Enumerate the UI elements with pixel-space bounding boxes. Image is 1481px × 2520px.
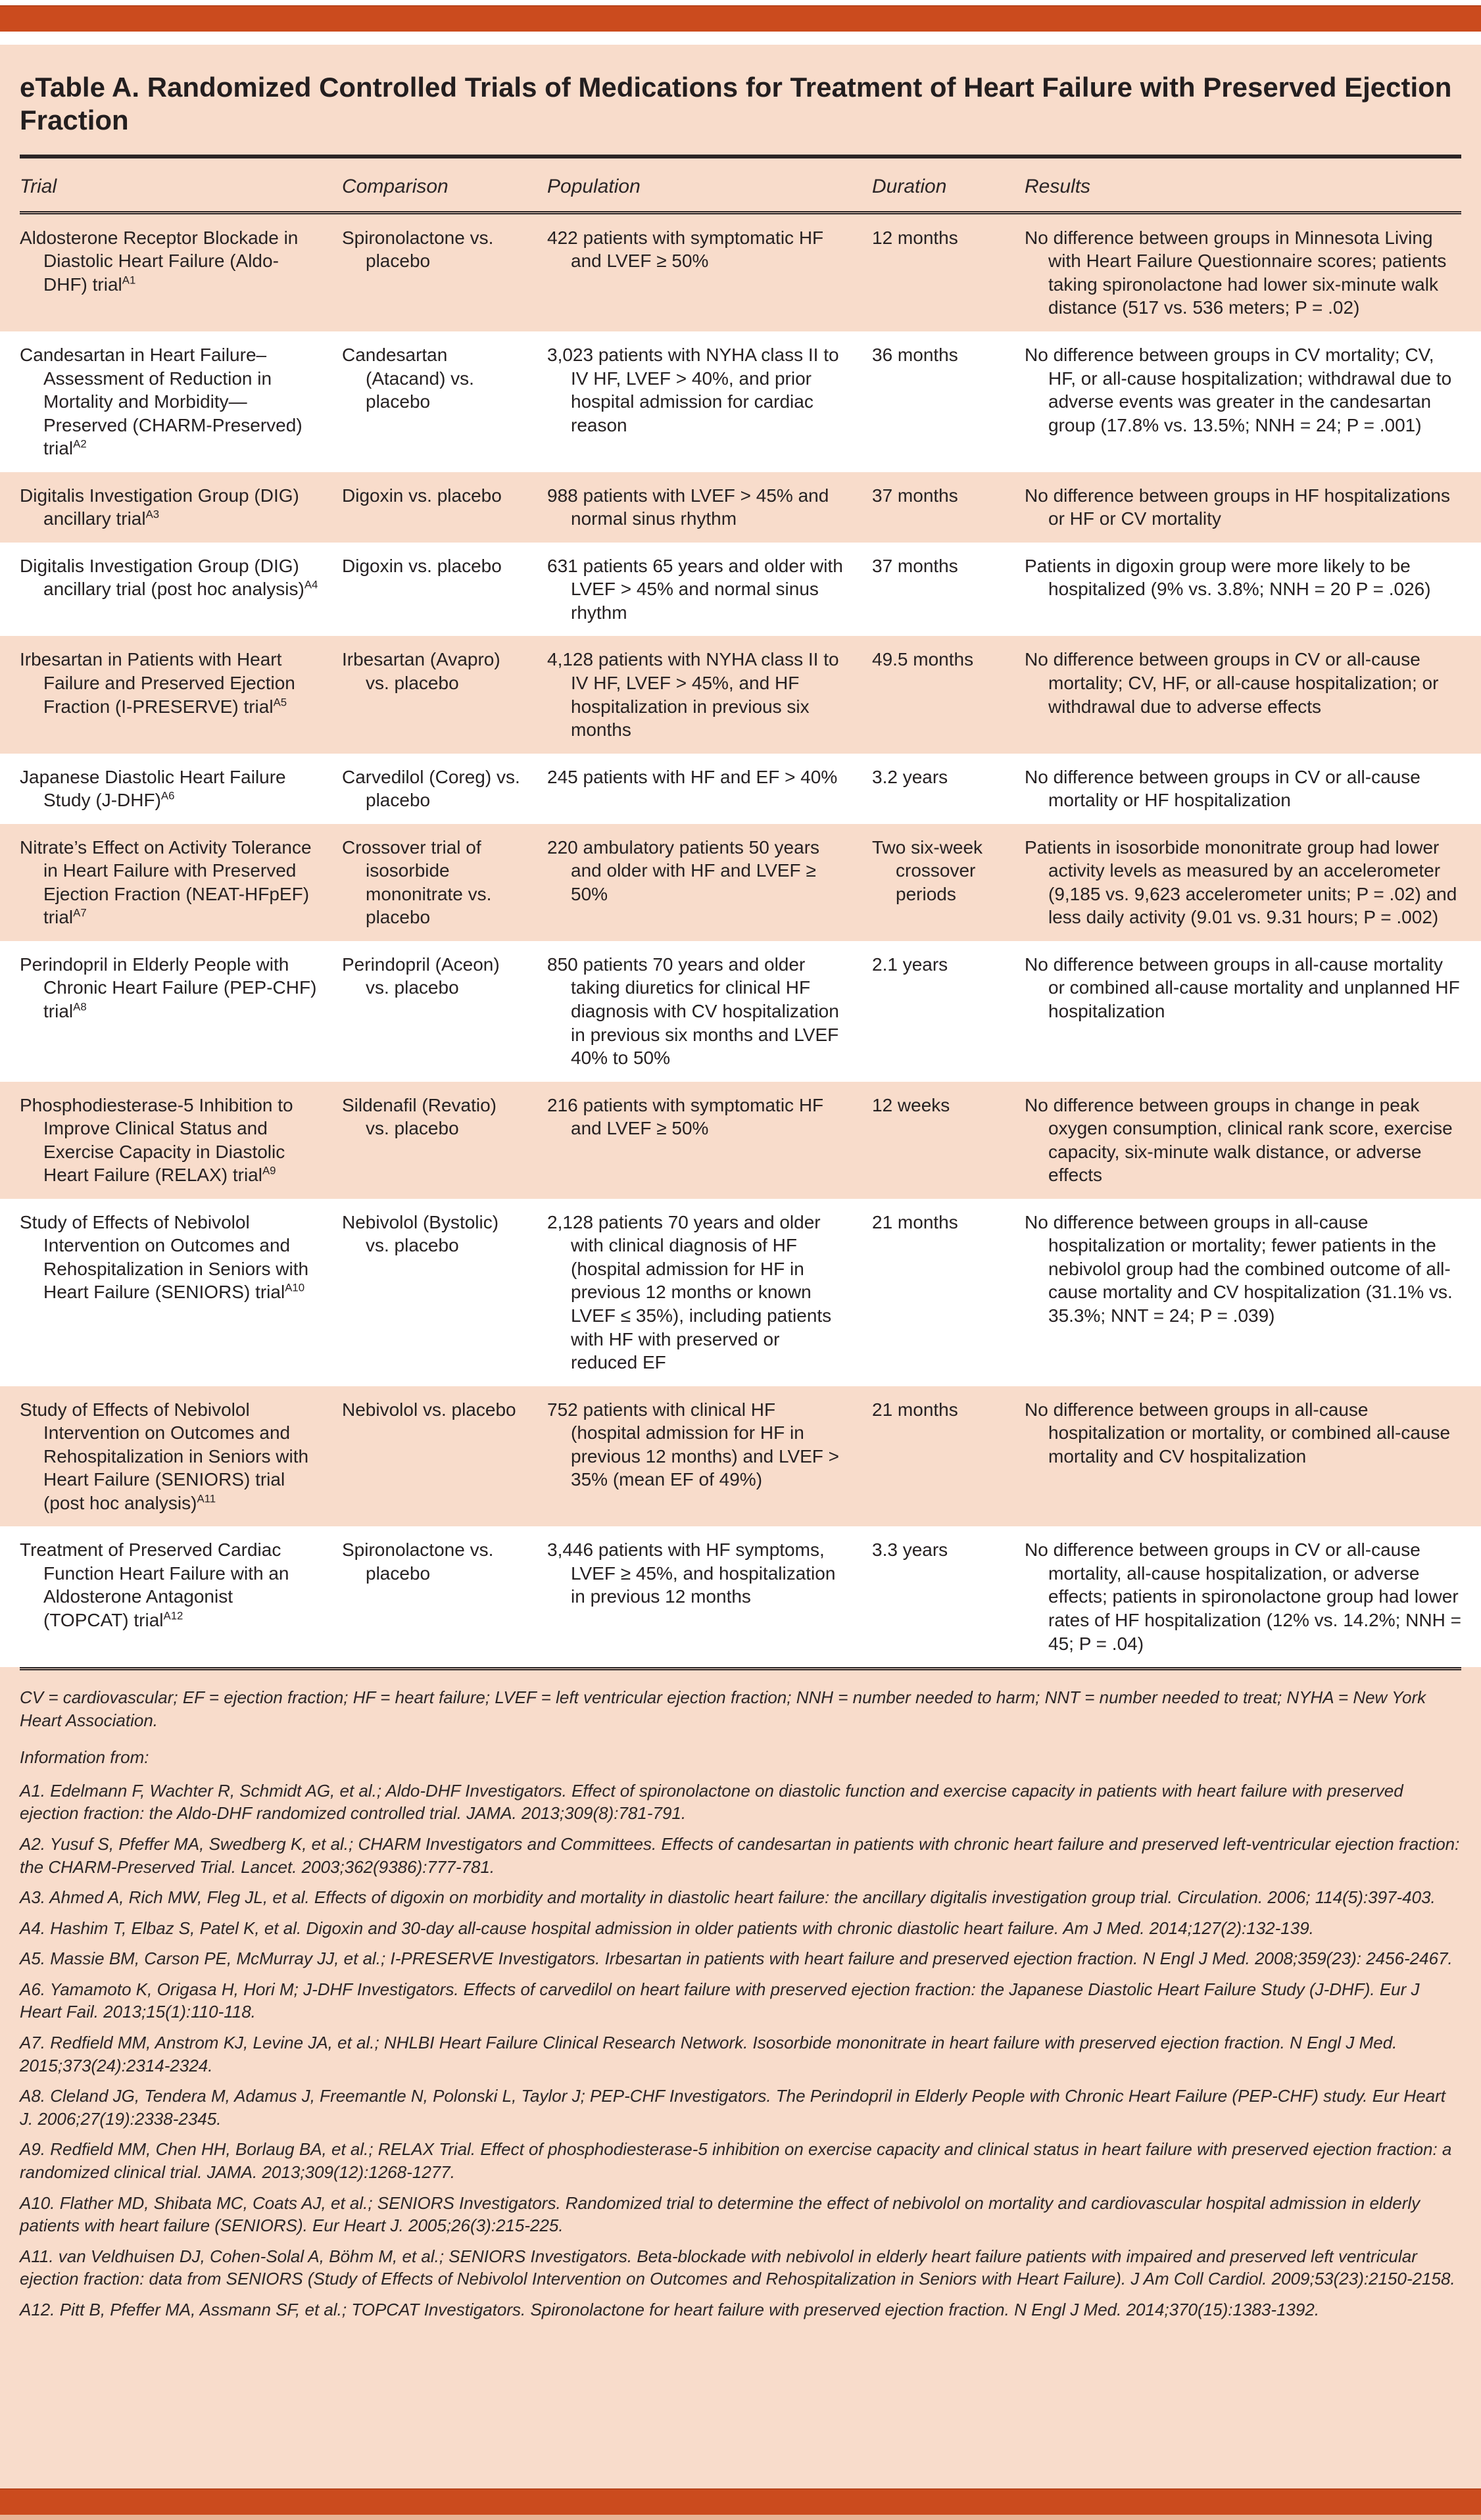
duration-text: 21 months: [872, 1399, 958, 1420]
cell-comparison: [342, 941, 547, 1082]
cell-population: [547, 1199, 872, 1386]
trial-text: Digitalis Investigation Group (DIG) ancillary trial (post hoc analysis)$^{A4}$: [20, 555, 318, 600]
reference-list: [20, 1780, 1461, 2321]
cell-trial: [0, 1199, 342, 1386]
table-row: [0, 214, 1481, 331]
cell-population: [547, 636, 872, 753]
cell-comparison: [342, 1386, 547, 1527]
comparison-text: Spironolactone vs. placebo: [342, 1539, 494, 1584]
cell-comparison: [342, 824, 547, 941]
trial-text: Perindopril in Elderly People with Chronic Heart Failure (PEP-CHF) trial$^{A8}$: [20, 954, 317, 1021]
cell-duration: [872, 754, 1025, 824]
document-page: [0, 45, 1481, 2488]
population-text: 631 patients 65 years and older with LVEF > 45% and normal sinus rhythm: [547, 555, 843, 623]
table-body: [0, 214, 1481, 1667]
comparison-text: Carvedilol (Coreg) vs. placebo: [342, 766, 520, 811]
cell-results: [1025, 214, 1481, 331]
cell-results: [1025, 636, 1481, 753]
column-header-comparison: Comparison: [342, 175, 449, 197]
cell-trial: [0, 824, 342, 941]
results-text: Patients in digoxin group were more likely to be hospitalized (9% vs. 3.8%; NNH = 20 P = .026): [1025, 555, 1431, 600]
results-text: No difference between groups in all-cause hospitalization or mortality, or combined all-cause mortality and CV hospitalization: [1025, 1399, 1451, 1466]
cell-duration: [872, 331, 1025, 472]
reference-item: A3. Ahmed A, Rich MW, Fleg JL, et al. Effects of digoxin on morbidity and mortality in diastolic heart failure: the ancillary digitalis investigation group trial. Circulation. 2006; 114(5):397-403.: [20, 1887, 1436, 1908]
reference-superscript: A12: [163, 1609, 183, 1622]
cell-duration: [872, 543, 1025, 637]
reference-item: A9. Redfield MM, Chen HH, Borlaug BA, et al.; RELAX Trial. Effect of phosphodiesterase-5 inhibition on exercise capacity and clinical status in heart failure with preserved ejection fraction: a randomized clinical trial. JAMA. 2013;309(12):1268-1277.: [20, 2139, 1452, 2182]
reference-superscript: A2: [73, 437, 87, 450]
comparison-text: Nebivolol (Bystolic) vs. placebo: [342, 1211, 499, 1256]
cell-trial: [0, 636, 342, 753]
reference-superscript: A6: [160, 789, 175, 802]
trial-text: Candesartan in Heart Failure–Assessment of Reduction in Mortality and Morbidity—Preserved (CHARM-Preserved) trial$^{A2}$: [20, 344, 303, 459]
table-header-row: [0, 158, 1481, 211]
duration-text: 12 months: [872, 227, 958, 248]
cell-population: [547, 543, 872, 637]
population-text: 3,023 patients with NYHA class II to IV HF, LVEF > 40%, and prior hospital admission for cardiac reason: [547, 344, 839, 435]
trial-text: Treatment of Preserved Cardiac Function Heart Failure with an Aldosterone Antagonist (TOPCAT) trial$^{A12}$: [20, 1539, 289, 1631]
cell-population: [547, 1526, 872, 1667]
table-row: [0, 941, 1481, 1082]
results-text: No difference between groups in change in peak oxygen consumption, clinical rank score, exercise capacity, six-minute walk distance, or adverse effects: [1025, 1094, 1453, 1186]
comparison-text: Digoxin vs. placebo: [342, 555, 502, 576]
reference-item: A8. Cleland JG, Tendera M, Adamus J, Freemantle N, Polonski L, Taylor J; PEP-CHF Investigators. The Perindopril in Elderly People with Chronic Heart Failure (PEP-CHF) study. Eur Heart J. 2006;27(19):2338-2345.: [20, 2086, 1446, 2129]
comparison-text: Perindopril (Aceon) vs. placebo: [342, 954, 500, 998]
cell-results: [1025, 1199, 1481, 1386]
cell-trial: [0, 331, 342, 472]
results-text: No difference between groups in all-cause hospitalization or mortality; fewer patients in the nebivolol group had the combined outcome of all-cause mortality and CV hospitalization (31.1% vs. 35.3%; NNT = 24; P = .039): [1025, 1211, 1453, 1326]
cell-population: [547, 1386, 872, 1527]
table-row: [0, 754, 1481, 824]
trials-table: [0, 214, 1481, 1667]
population-text: 245 patients with HF and EF > 40%: [547, 766, 838, 787]
comparison-text: Spironolactone vs. placebo: [342, 227, 494, 272]
cell-population: [547, 472, 872, 543]
cell-trial: [0, 941, 342, 1082]
cell-trial: [0, 1386, 342, 1527]
cell-results: [1025, 472, 1481, 543]
results-text: No difference between groups in HF hospitalizations or HF or CV mortality: [1025, 485, 1450, 529]
cell-duration: [872, 1386, 1025, 1527]
cell-results: [1025, 824, 1481, 941]
trial-text: Digitalis Investigation Group (DIG) ancillary trial$^{A3}$: [20, 485, 299, 529]
results-text: Patients in isosorbide mononitrate group had lower activity levels as measured by an accelerometer (9,185 vs. 9,623 accelerometer units; P = .02) and less daily activity (9.01 vs. 9.31 hours; P = .002): [1025, 836, 1457, 928]
cell-trial: [0, 472, 342, 543]
column-header-population: Population: [547, 175, 641, 197]
comparison-text: Candesartan (Atacand) vs. placebo: [342, 344, 474, 412]
reference-superscript: A11: [197, 1492, 216, 1505]
cell-trial: [0, 1526, 342, 1667]
cell-population: [547, 754, 872, 824]
duration-text: 37 months: [872, 555, 958, 576]
cell-population: [547, 331, 872, 472]
population-text: 752 patients with clinical HF (hospital admission for HF in previous 12 months) and LVEF > 35% (mean EF of 49%): [547, 1399, 840, 1490]
cell-results: [1025, 1386, 1481, 1527]
reference-superscript: A10: [285, 1282, 305, 1295]
cell-trial: [0, 214, 342, 331]
population-text: 220 ambulatory patients 50 years and older with HF and LVEF ≥ 50%: [547, 836, 820, 904]
duration-text: 36 months: [872, 344, 958, 365]
duration-text: 49.5 months: [872, 649, 974, 670]
cell-trial: [0, 754, 342, 824]
bottom-strip: [0, 2515, 1481, 2520]
cell-population: [547, 824, 872, 941]
cell-comparison: [342, 331, 547, 472]
results-text: No difference between groups in all-cause mortality or combined all-cause mortality and unplanned HF hospitalization: [1025, 954, 1460, 1021]
population-text: 2,128 patients 70 years and older with clinical diagnosis of HF (hospital admission for HF in previous 12 months or known LVEF ≤ 35%), including patients with HF with preserved or reduced EF: [547, 1211, 832, 1373]
cell-results: [1025, 1082, 1481, 1199]
results-text: No difference between groups in CV or all-cause mortality, all-cause hospitalization, or adverse effects; patients in spironolactone group had lower rates of HF hospitalization (12% vs. 14.2%; NNH = 45; P = .04): [1025, 1539, 1461, 1654]
cell-trial: [0, 1082, 342, 1199]
cell-comparison: [342, 472, 547, 543]
trial-text: Study of Effects of Nebivolol Intervention on Outcomes and Rehospitalization in Seniors with Heart Failure (SENIORS) trial (post hoc analysis)$^{A11}$: [20, 1399, 309, 1513]
results-text: No difference between groups in CV mortality; CV, HF, or all-cause hospitalization; withdrawal due to adverse events was greater in the candesartan group (17.8% vs. 13.5%; NNH = 24; P = .001): [1025, 344, 1452, 435]
cell-comparison: [342, 1199, 547, 1386]
table-row: [0, 472, 1481, 543]
cell-trial: [0, 543, 342, 637]
population-text: 850 patients 70 years and older taking diuretics for clinical HF diagnosis with CV hospitalization in previous six months and LVEF 40% to 50%: [547, 954, 839, 1069]
table-row: [0, 543, 1481, 637]
column-header-results: Results: [1025, 175, 1091, 197]
reference-item: A6. Yamamoto K, Origasa H, Hori M; J-DHF Investigators. Effects of carvedilol on heart failure with preserved ejection fraction: the Japanese Diastolic Heart Failure Study (J-DHF). Eur J Heart Fail. 2013;15(1):110-118.: [20, 1979, 1420, 2022]
cell-duration: [872, 941, 1025, 1082]
duration-text: Two six-week crossover periods: [872, 836, 983, 904]
top-white-strip: [0, 0, 1481, 5]
trial-text: Study of Effects of Nebivolol Intervention on Outcomes and Rehospitalization in Seniors with Heart Failure (SENIORS) trial$^{A10}$: [20, 1211, 309, 1303]
cell-duration: [872, 1082, 1025, 1199]
cell-comparison: [342, 1526, 547, 1667]
header-white-gap: [0, 32, 1481, 45]
cell-population: [547, 941, 872, 1082]
reference-superscript: A7: [73, 907, 87, 920]
cell-results: [1025, 941, 1481, 1082]
cell-duration: [872, 824, 1025, 941]
trial-text: Japanese Diastolic Heart Failure Study $(J-DHF)^{A6}$: [20, 766, 286, 811]
bottom-accent-bar: [0, 2488, 1481, 2515]
population-text: 422 patients with symptomatic HF and LVEF ≥ 50%: [547, 227, 824, 272]
cell-population: [547, 214, 872, 331]
reference-superscript: A4: [304, 579, 318, 592]
trial-text: Nitrate’s Effect on Activity Tolerance in Heart Failure with Preserved Ejection Fraction (NEAT-HFpEF) trial$^{A7}$: [20, 836, 312, 928]
comparison-text: Digoxin vs. placebo: [342, 485, 502, 506]
column-header-duration: Duration: [872, 175, 947, 197]
cell-comparison: [342, 214, 547, 331]
cell-duration: [872, 636, 1025, 753]
duration-text: 2.1 years: [872, 954, 948, 975]
cell-results: [1025, 331, 1481, 472]
duration-text: 12 weeks: [872, 1094, 950, 1115]
results-text: No difference between groups in Minnesota Living with Heart Failure Questionnaire scores; patients taking spironolactone had lower six-minute walk distance (517 vs. 536 meters; P = .02): [1025, 227, 1447, 318]
population-text: 4,128 patients with NYHA class II to IV HF, LVEF > 45%, and HF hospitalization in previous six months: [547, 649, 839, 740]
reference-superscript: A9: [262, 1164, 276, 1177]
comparison-text: Sildenafil (Revatio) vs. placebo: [342, 1094, 497, 1139]
comparison-text: Crossover trial of isosorbide mononitrate vs. placebo: [342, 836, 492, 928]
reference-item: A12. Pitt B, Pfeffer MA, Assmann SF, et al.; TOPCAT Investigators. Spironolactone for heart failure with preserved ejection fraction. N Engl J Med. 2014;370(15):1383-1392.: [20, 2299, 1320, 2319]
table-row: [0, 331, 1481, 472]
cell-comparison: [342, 543, 547, 637]
cell-comparison: [342, 1082, 547, 1199]
trial-text: Phosphodiesterase-5 Inhibition to Improve Clinical Status and Exercise Capacity in Diastolic Heart Failure (RELAX) trial$^{A9}$: [20, 1094, 293, 1186]
cell-duration: [872, 472, 1025, 543]
reference-item: A7. Redfield MM, Anstrom KJ, Levine JA, et al.; NHLBI Heart Failure Clinical Research Network. Isosorbide mononitrate in heart failure with preserved ejection fraction. N Engl J Med. 2015;373(24):2314-2324.: [20, 2033, 1397, 2075]
reference-superscript: A1: [122, 274, 136, 287]
table-row: [0, 636, 1481, 753]
trial-text: Irbesartan in Patients with Heart Failure and Preserved Ejection Fraction (I-PRESERVE) trial$^{A5}$: [20, 649, 295, 717]
footnotes: [0, 1670, 1481, 2335]
cell-duration: [872, 214, 1025, 331]
reference-item: A10. Flather MD, Shibata MC, Coats AJ, et al.; SENIORS Investigators. Randomized trial to determine the effect of nebivolol on mortality and cardiovascular hospital admission in elderly patients with heart failure (SENIORS). Eur Heart J. 2005;26(3):215-225.: [20, 2193, 1420, 2236]
cell-duration: [872, 1526, 1025, 1667]
reference-item: A1. Edelmann F, Wachter R, Schmidt AG, et al.; Aldo-DHF Investigators. Effect of spironolactone on diastolic function and exercise capacity in patients with heart failure with preserved ejection fraction: the Aldo-DHF randomized controlled trial. JAMA. 2013;309(8):781-791.: [20, 1780, 1403, 1824]
duration-text: 3.3 years: [872, 1539, 948, 1561]
results-text: No difference between groups in CV or all-cause mortality; CV, HF, or all-cause hospitalization; or withdrawal due to adverse effects: [1025, 649, 1439, 717]
cell-comparison: [342, 754, 547, 824]
reference-item: A11. van Veldhuisen DJ, Cohen-Solal A, Böhm M, et al.; SENIORS Investigators. Beta-blockade with nebivolol in elderly heart failure patients with impaired and preserved left ventricular ejection fraction: data from SENIORS (Study of Effects of Nebivolol Intervention on Outcomes and Rehospitalization in Seniors with Heart Failure). J Am Coll Cardiol. 2009;53(23):2150-2158.: [20, 2246, 1455, 2289]
page-title: eTable A. Randomized Controlled Trials of Medications for Treatment of Heart Failure with Preserved Ejection Fraction: [20, 72, 1452, 136]
comparison-text: Irbesartan (Avapro) vs. placebo: [342, 649, 500, 693]
comparison-text: Nebivolol vs. placebo: [342, 1399, 516, 1420]
results-text: No difference between groups in CV or all-cause mortality or HF hospitalization: [1025, 766, 1420, 811]
cell-results: [1025, 754, 1481, 824]
table-row: [0, 1526, 1481, 1667]
table-row: [0, 1082, 1481, 1199]
reference-superscript: A8: [73, 1000, 87, 1013]
duration-text: 37 months: [872, 485, 958, 506]
population-text: 988 patients with LVEF > 45% and normal sinus rhythm: [547, 485, 829, 529]
abbreviations-note: CV = cardiovascular; EF = ejection fraction; HF = heart failure; LVEF = left ventricular ejection fraction; NNH = number needed to harm; NNT = number needed to treat; NYHA = New York Heart Association.: [20, 1687, 1426, 1730]
trial-text: Aldosterone Receptor Blockade in Diastolic Heart Failure (Aldo-DHF) trial$^{A1}$: [20, 227, 299, 295]
information-from-label: Information from:: [20, 1747, 149, 1768]
table-row: [0, 824, 1481, 941]
reference-superscript: A5: [273, 696, 287, 709]
cell-comparison: [342, 636, 547, 753]
population-text: 3,446 patients with HF symptoms, LVEF ≥ 45%, and hospitalization in previous 12 months: [547, 1539, 836, 1607]
table-row: [0, 1386, 1481, 1527]
reference-superscript: A3: [145, 508, 160, 521]
duration-text: 21 months: [872, 1211, 958, 1232]
reference-item: A2. Yusuf S, Pfeffer MA, Swedberg K, et al.; CHARM Investigators and Committees. Effects of candesartan in patients with chronic heart failure and preserved left-ventricular ejection fraction: the CHARM-Preserved Trial. Lancet. 2003;362(9386):777-781.: [20, 1834, 1460, 1877]
cell-duration: [872, 1199, 1025, 1386]
reference-item: A5. Massie BM, Carson PE, McMurray JJ, et al.; I-PRESERVE Investigators. Irbesartan in patients with heart failure and preserved ejection fraction. N Engl J Med. 2008;359(23): 2456-2467.: [20, 1949, 1453, 1969]
cell-population: [547, 1082, 872, 1199]
top-accent-bar: [0, 5, 1481, 32]
duration-text: 3.2 years: [872, 766, 948, 787]
column-header-trial: Trial: [20, 175, 57, 197]
reference-item: A4. Hashim T, Elbaz S, Patel K, et al. Digoxin and 30-day all-cause hospital admission in older patients with chronic diastolic heart failure. Am J Med. 2014;127(2):132-139.: [20, 1918, 1314, 1938]
cell-results: [1025, 543, 1481, 637]
population-text: 216 patients with symptomatic HF and LVEF ≥ 50%: [547, 1094, 824, 1139]
cell-results: [1025, 1526, 1481, 1667]
table-row: [0, 1199, 1481, 1386]
